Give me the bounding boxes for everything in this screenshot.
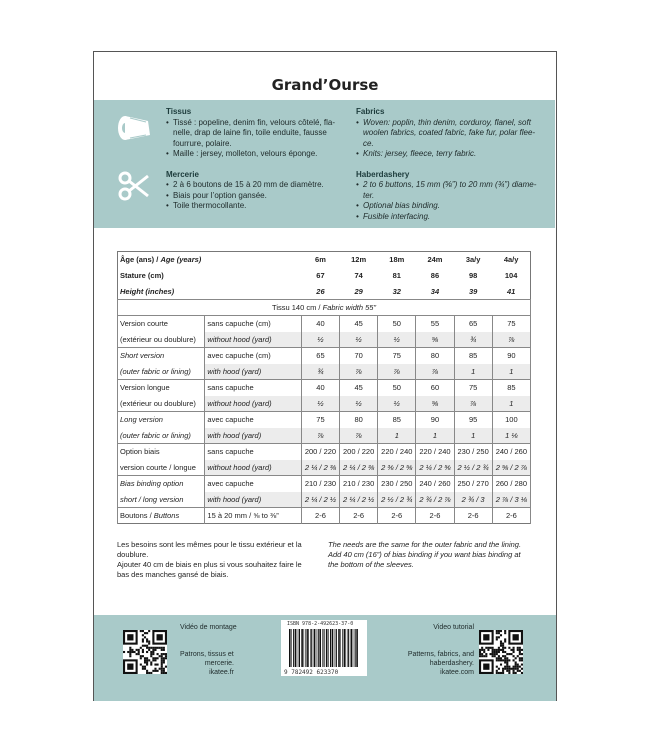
notes-french [117,540,317,580]
fabrics-heading-fr: Tissus [166,107,192,116]
row-sublabel: with hood (yard) [205,428,301,444]
haberdashery-heading-fr: Mercerie [166,169,199,179]
value-cell: 230 / 250 [378,476,416,492]
row-label: Version courte [118,316,205,332]
height-cell: 26 [316,286,325,296]
value-cell: 2 ¼ / 2 ½ [301,492,339,508]
value-cell: 240 / 260 [416,476,454,492]
value-cell: 200 / 220 [340,444,378,460]
value-cell: 90 [416,412,454,428]
value-cell: 90 [492,348,530,364]
row-sublabel: avec capuche (cm) [205,348,301,364]
table-row [118,492,531,508]
value-cell: 45 [340,316,378,332]
list-item: • Toile thermocollante. [166,201,354,212]
list-item: • Woven: poplin, thin denim, corduroy, flanel, soft [356,118,546,129]
table-row [118,316,531,332]
row-label: (extérieur ou doublure) [118,396,205,412]
fabrics-list-fr [166,118,354,160]
size-cell: 18m [389,255,405,265]
value-cell: 260 / 280 [492,476,530,492]
table-row [118,348,531,364]
buttons-cell: 2-6 [454,508,492,524]
shop-line: mercerie. [204,660,234,667]
fabric-width-label: Tissu 140 cm / Fabric width 55” [118,300,531,316]
value-cell: ⅞ [340,428,378,444]
table-row [118,332,531,348]
row-label: Short version [118,348,205,364]
value-cell: 80 [340,412,378,428]
row-label: Long version [118,412,205,428]
fabrics-heading-en: Fabrics [356,107,385,116]
video-tutorial-en: Video tutorial [433,624,474,631]
value-cell: 50 [378,316,416,332]
qr-code-icon[interactable] [123,630,167,674]
pattern-title: Grand’Ourse [271,76,379,94]
value-cell: 200 / 220 [301,444,339,460]
table-row [118,460,531,476]
haberdashery-list-fr [166,180,354,212]
value-cell: 75 [492,316,530,332]
value-cell: 1 [378,428,416,444]
value-cell: ⅝ [416,396,454,412]
value-cell: 45 [340,380,378,396]
barcode-block [281,620,367,676]
stature-cell: 81 [392,271,401,280]
buttons-cell: 2-6 [416,508,454,524]
value-cell: 2 ⅞ / 3 ⅛ [492,492,530,508]
stature-header: Stature (cm) [120,271,164,280]
value-cell: 1 [416,428,454,444]
value-cell: 65 [301,348,339,364]
value-cell: ⅞ [378,364,416,380]
value-cell: ½ [340,332,378,348]
row-label: (outer fabric or lining) [118,428,205,444]
materials-english [356,107,546,232]
value-cell: 50 [378,380,416,396]
size-cell: 4a/y [503,255,519,265]
fabric-width-row [118,300,531,316]
value-cell: 70 [340,348,378,364]
stature-cell: 74 [354,271,363,280]
value-cell: 2 ¼ / 2 ⅜ [340,460,378,476]
row-label: short / long version [118,492,205,508]
value-cell: 85 [492,380,530,396]
note-line: Ajouter 40 cm de biais en plus si vous souhaitez faire le [117,560,302,569]
value-cell: ½ [378,332,416,348]
buttons-cell: 2-6 [378,508,416,524]
value-cell: 220 / 240 [378,444,416,460]
value-cell: 40 [301,380,339,396]
table-row [118,428,531,444]
list-item: • Maille : jersey, molleton, velours éponge. [166,149,354,160]
list-item: • Biais pour l’option gansée. [166,191,354,202]
pattern-back-cover [93,51,557,701]
list-item: • Fusible interfacing. [356,212,546,223]
list-item: woolen fabrics, coated fabric, fake fur, polar flee- [363,128,536,137]
materials-band [94,100,555,228]
height-cell: 29 [354,286,363,296]
table-row [118,380,531,396]
list-item: • 2 to 6 buttons, 15 mm (⅝”) to 20 mm (¾”) diame- [356,180,546,191]
stature-cell: 98 [468,271,478,280]
value-cell: ⅞ [492,332,530,348]
size-cell: 12m [351,255,367,265]
row-sublabel: without hood (yard) [205,460,301,476]
row-label: Bias binding option [118,476,205,492]
value-cell: 1 [492,364,530,380]
value-cell: ½ [378,396,416,412]
list-item: nelle, drap de laine fin, toile enduite, fausse [173,128,327,137]
row-label: Version longue [118,380,205,396]
height-cell: 34 [430,286,440,296]
value-cell: ⅞ [301,428,339,444]
height-cell: 32 [392,286,401,296]
size-cell: 6m [315,255,326,265]
list-item: ce. [363,138,374,148]
row-sublabel: with hood (yard) [205,364,301,380]
haberdashery-heading-en: Haberdashery [356,169,410,179]
value-cell: 210 / 230 [301,476,339,492]
note-line: Add 40 cm (16”) of bias binding if you want bias binding at [328,550,521,559]
value-cell: ¾ [454,332,492,348]
value-cell: 220 / 240 [416,444,454,460]
note-line: doublure. [117,550,149,559]
shop-line: Patrons, tissus et [180,651,234,658]
size-cell: 3a/y [465,255,481,265]
note-line: The needs are the same for the outer fabric and the lining. [328,540,522,549]
row-sublabel: avec capuche [205,476,301,492]
row-sublabel: sans capuche [205,444,301,460]
haberdashery-list-en [356,180,546,222]
height-header: Height (inches) [120,286,175,296]
buttons-label: Boutons / Buttons [118,508,205,524]
stature-cell: 86 [430,271,440,280]
fabric-roll-icon [116,113,152,143]
buttons-sub: 15 à 20 mm / ⅝ to ⅜” [205,508,301,524]
value-cell: 95 [454,412,492,428]
value-cell: 230 / 250 [454,444,492,460]
list-item: • Tissé : popeline, denim fin, velours côtelé, fla- [166,118,354,129]
value-cell: 100 [492,412,530,428]
shop-links-en [386,650,474,677]
row-sublabel: sans capuche [205,380,301,396]
value-cell: ⅞ [454,396,492,412]
isbn-number: ISBN 978-2-492623-37-0 [287,621,354,627]
row-sublabel: without hood (yard) [205,332,301,348]
value-cell: ¾ [301,364,339,380]
age-header: Âge (ans) / Age (years) [120,255,202,265]
value-cell: 2 ⅝ / 2 ⅞ [492,460,530,476]
value-cell: ½ [340,396,378,412]
note-line: Les besoins sont les mêmes pour le tissu extérieur et la [117,540,302,549]
value-cell: 2 ¼ / 2 ⅜ [301,460,339,476]
requirements-rows [118,316,531,508]
value-cell: ½ [301,396,339,412]
scissors-icon [118,170,150,202]
value-cell: 2 ¼ / 2 ⅝ [416,460,454,476]
value-cell: 1 [454,364,492,380]
list-item: • 2 à 6 boutons de 15 à 20 mm de diamètre. [166,180,354,191]
video-tutorial-fr: Vidéo de montage [180,624,237,631]
buttons-row [118,508,531,524]
notes-english [328,540,533,570]
value-cell: 55 [416,316,454,332]
value-cell: 80 [416,348,454,364]
shop-line: Patterns, fabrics, and [407,651,474,658]
value-cell: 2 ¾ / 2 ⅞ [416,492,454,508]
value-cell: 2 ¼ / 2 ½ [340,492,378,508]
table-row [118,364,531,380]
value-cell: 75 [378,348,416,364]
table-row [118,444,531,460]
shop-link[interactable]: ikatee.com [440,669,474,676]
fabrics-list-en [356,118,546,160]
value-cell: 1 ⅛ [492,428,530,444]
age-row [118,252,531,268]
value-cell: 75 [301,412,339,428]
list-item: fourrure, polaire. [173,138,232,148]
value-cell: ⅞ [416,364,454,380]
list-item: ter. [363,190,375,200]
value-cell: ⅞ [340,364,378,380]
value-cell: 60 [416,380,454,396]
buttons-cell: 2-6 [301,508,339,524]
list-item: • Optional bias binding. [356,201,546,212]
row-label: Option biais [118,444,205,460]
list-item: • Knits: jersey, fleece, terry fabric. [356,149,546,160]
stature-cell: 67 [316,271,325,280]
materials-french [166,107,354,222]
value-cell: 2 ⅜ / 2 ⅝ [378,460,416,476]
shop-line: haberdashery. [429,660,474,667]
buttons-cell: 2-6 [492,508,530,524]
value-cell: 65 [454,316,492,332]
shop-links-fr [180,650,234,677]
row-sublabel: sans capuche (cm) [205,316,301,332]
size-chart-table [117,251,531,524]
value-cell: ½ [301,332,339,348]
qr-code-icon[interactable] [479,630,523,674]
footer-band [94,615,556,701]
height-row [118,284,531,300]
buttons-cell: 2-6 [340,508,378,524]
note-line: the bottom of the sleeves. [328,560,414,569]
row-sublabel: without hood (yard) [205,396,301,412]
size-cell: 24m [427,255,443,265]
row-sublabel: avec capuche [205,412,301,428]
row-sublabel: with hood (yard) [205,492,301,508]
value-cell: 1 [454,428,492,444]
value-cell: ⅝ [416,332,454,348]
shop-link[interactable]: ikatee.fr [209,669,234,676]
value-cell: 1 [492,396,530,412]
value-cell: 75 [454,380,492,396]
table-row [118,396,531,412]
value-cell: 40 [301,316,339,332]
value-cell: 85 [378,412,416,428]
table-row [118,476,531,492]
value-cell: 240 / 260 [492,444,530,460]
row-label: (outer fabric or lining) [118,364,205,380]
value-cell: 250 / 270 [454,476,492,492]
note-line: bas des manches gansé de biais. [117,570,229,579]
value-cell: 2 ¾ / 3 [454,492,492,508]
height-cell: 39 [468,286,478,296]
row-label: version courte / longue [118,460,205,476]
stature-row [118,268,531,284]
ean-number: 9 782492 623370 [284,669,339,676]
value-cell: 85 [454,348,492,364]
barcode-icon [287,629,361,669]
row-label: (extérieur ou doublure) [118,332,205,348]
stature-cell: 104 [504,271,518,280]
height-cell: 41 [506,286,516,296]
value-cell: 210 / 230 [340,476,378,492]
value-cell: 2 ½ / 2 ¾ [454,460,492,476]
value-cell: 2 ½ / 2 ¾ [378,492,416,508]
table-row [118,412,531,428]
